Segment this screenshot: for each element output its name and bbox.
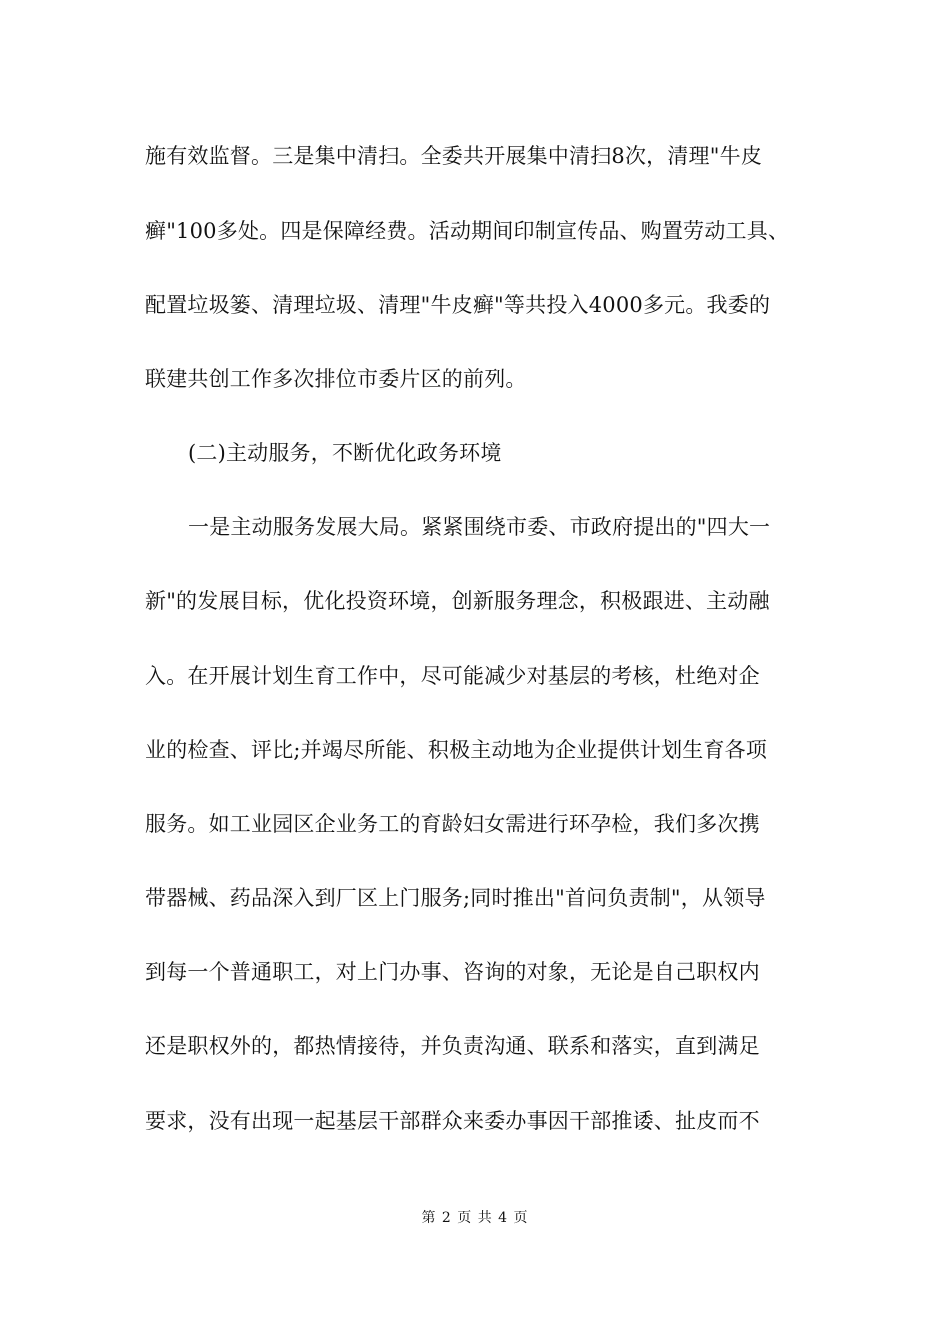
body-text-line: 到每一个普通职工，对上门办事、咨询的对象，无论是自己职权内: [145, 960, 760, 984]
body-text-line: 一是主动服务发展大局。紧紧围绕市委、市政府提出的"四大一: [188, 515, 771, 539]
body-text-line: 业的检查、评比;并竭尽所能、积极主动地为企业提供计划生育各项: [145, 738, 768, 762]
body-text-line: 带器械、药品深入到厂区上门服务;同时推出"首问负责制"，从领导: [145, 886, 766, 910]
body-text-line: 要求，没有出现一起基层干部群众来委办事因干部推诿、扯皮而不: [145, 1109, 760, 1133]
body-text-line: 联建共创工作多次排位市委片区的前列。: [145, 367, 527, 391]
body-text-line: 入。在开展计划生育工作中，尽可能减少对基层的考核，杜绝对企: [145, 664, 760, 688]
page-number-footer: 第 2 页 共 4 页: [421, 1210, 529, 1226]
body-text-line: 新"的发展目标，优化投资环境，创新服务理念，积极跟进、主动融: [145, 589, 770, 613]
body-text-line: 服务。如工业园区企业务工的育龄妇女需进行环孕检，我们多次携: [145, 812, 760, 836]
body-text-line: 还是职权外的，都热情接待，并负责沟通、联系和落实，直到满足: [145, 1034, 760, 1058]
section-heading: (二)主动服务，不断优化政务环境: [188, 441, 502, 465]
body-text-line: 施有效监督。三是集中清扫。全委共开展集中清扫8次，清理"牛皮: [145, 144, 763, 168]
body-text-line: 癣"100多处。四是保障经费。活动期间印制宣传品、购置劳动工具、: [145, 219, 790, 243]
body-text-line: 配置垃圾篓、清理垃圾、清理"牛皮癣"等共投入4000多元。我委的: [145, 293, 771, 317]
